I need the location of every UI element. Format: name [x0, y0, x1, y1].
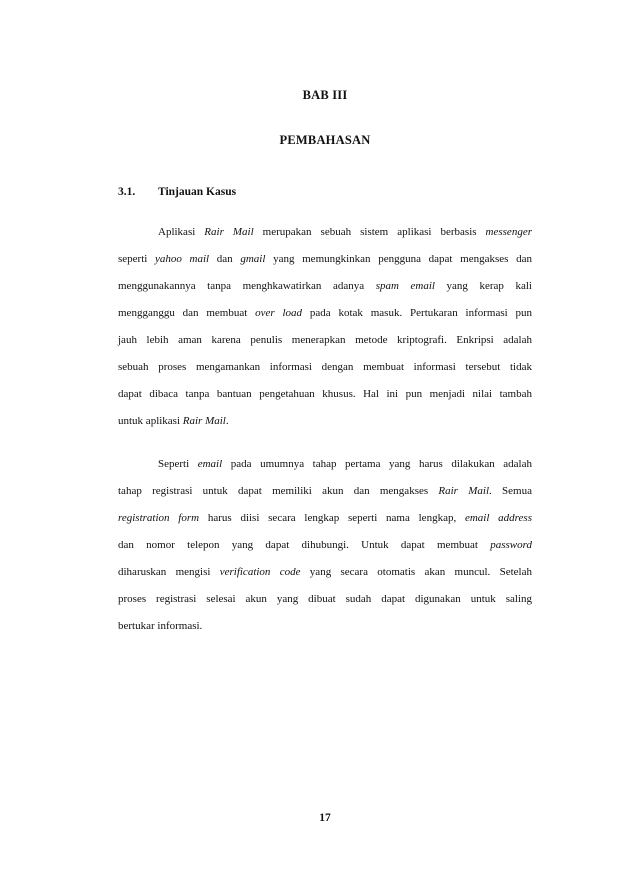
text-run: dapat dibaca tanpa bantuan pengetahuan khusus. Hal ini pun menjadi nilai tambah: [118, 388, 532, 400]
italic-term: Rair Mail: [182, 415, 226, 427]
chapter-title: PEMBAHASAN: [279, 133, 371, 147]
text-run: diharuskan mengisi: [118, 566, 220, 578]
text-run: yang secara otomatis akan muncul. Setelah: [300, 566, 532, 578]
text-line: [118, 415, 532, 442]
italic-term: over load: [255, 307, 303, 319]
italic-term: email: [197, 458, 223, 470]
text-run: merupakan sebuah sistem aplikasi berbasis: [253, 226, 486, 238]
text-run: sebuah proses mengamankan informasi dengan membuat informasi tersebut tidak: [118, 361, 532, 373]
text-line: [118, 388, 532, 415]
italic-term: messenger: [485, 226, 532, 238]
text-line: [118, 280, 532, 307]
text-line: [118, 307, 532, 334]
italic-term: verification code: [219, 566, 301, 578]
text-run: untuk aplikasi: [118, 415, 183, 427]
chapter-heading: BAB III: [302, 88, 348, 102]
text-line: [118, 458, 532, 485]
text-line: [118, 253, 532, 280]
page-number: 17: [319, 812, 331, 824]
italic-term: Rair Mail: [204, 226, 254, 238]
text-line: [118, 512, 532, 539]
text-run: harus diisi secara lengkap seperti nama lengkap,: [199, 512, 465, 524]
text-run: seperti: [118, 253, 155, 265]
text-line: [118, 539, 532, 566]
text-line: [118, 226, 532, 253]
text-run: mengganggu dan membuat: [118, 307, 256, 319]
section-heading: [118, 186, 236, 198]
text-run: pada umumnya tahap pertama yang harus dilakukan adalah: [222, 458, 532, 470]
text-run: tahap registrasi untuk dapat memiliki akun dan mengakses: [118, 485, 439, 497]
text-line: [118, 566, 532, 593]
text-run: Aplikasi: [158, 226, 205, 238]
text-run: bertukar informasi.: [118, 620, 203, 632]
section-title: Tinjauan Kasus: [158, 186, 237, 198]
text-line: [118, 334, 532, 361]
italic-term: Rair Mail: [438, 485, 490, 497]
italic-term: password: [490, 539, 532, 551]
italic-term: registration form: [118, 512, 200, 524]
text-run: dan: [209, 253, 241, 265]
paragraph-2: [118, 458, 532, 647]
text-run: . Semua: [489, 485, 532, 497]
section-number: 3.1.: [118, 186, 136, 198]
text-run: .: [225, 415, 229, 427]
paragraph-1: [118, 226, 532, 442]
text-line: [118, 593, 532, 620]
text-run: pada kotak masuk. Pertukaran informasi pun: [302, 307, 532, 319]
text-run: jauh lebih aman karena penulis menerapkan metode kriptografi. Enkripsi adalah: [118, 334, 532, 346]
text-run: dan nomor telepon yang dapat dihubungi. Untuk dapat membuat: [118, 539, 491, 551]
text-run: yang kerap kali: [434, 280, 532, 292]
text-line: [118, 361, 532, 388]
text-run: yang memungkinkan pengguna dapat mengakses dan: [265, 253, 532, 265]
text-line: [118, 485, 532, 512]
text-line: [118, 620, 532, 647]
text-run: proses registrasi selesai akun yang dibuat sudah dapat digunakan untuk saling: [118, 593, 532, 605]
text-run: Seperti: [158, 458, 198, 470]
italic-term: yahoo mail: [155, 253, 210, 265]
text-run: menggunakannya tanpa menghkawatirkan adanya: [118, 280, 376, 292]
italic-term: gmail: [240, 253, 266, 265]
italic-term: spam email: [375, 280, 435, 292]
italic-term: email address: [464, 512, 532, 524]
